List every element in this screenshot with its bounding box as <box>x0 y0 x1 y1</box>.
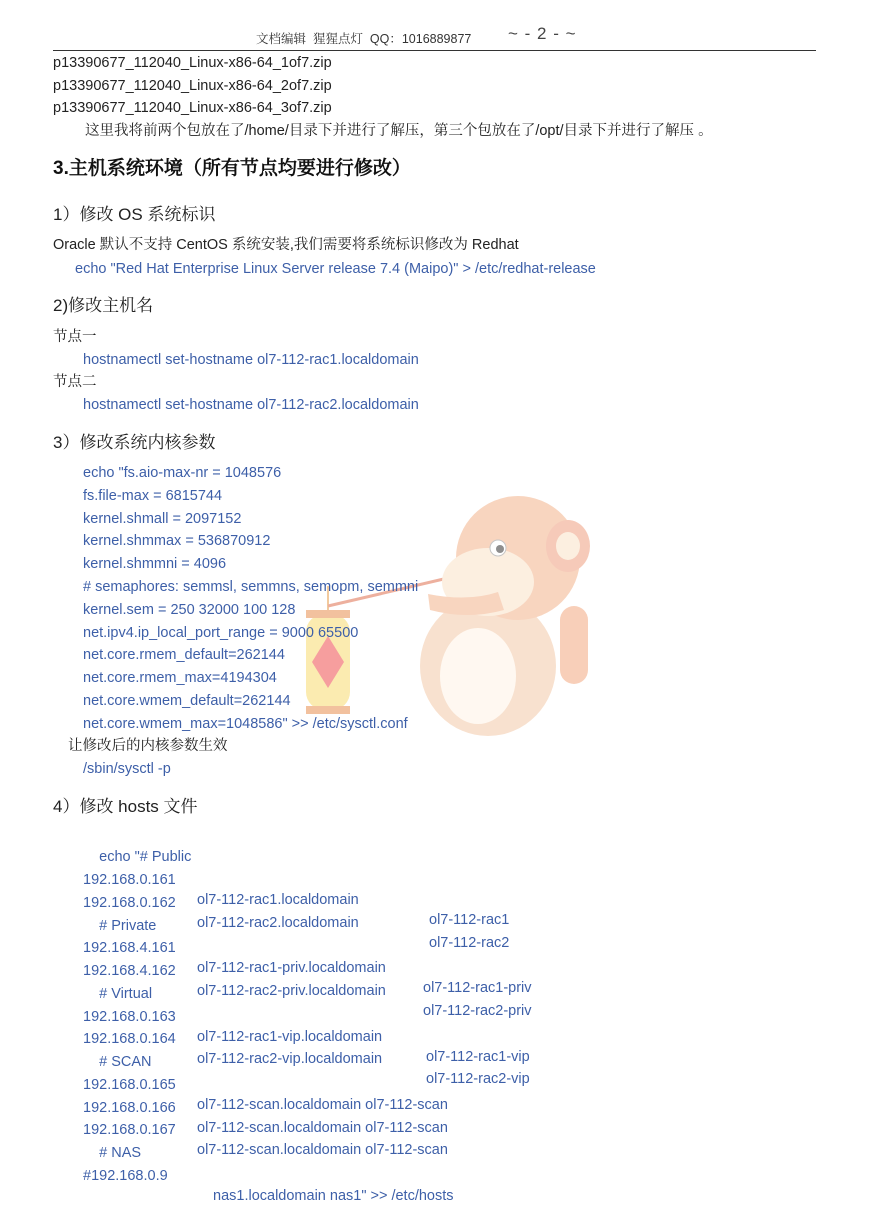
step1-command: echo "Red Hat Enterprise Linux Server release 7.4 (Maipo)" > /etc/redhat-release <box>75 261 596 277</box>
kernel-param-line: net.core.rmem_max=4194304 <box>83 670 277 686</box>
hosts-col-ip: # SCAN <box>99 1054 152 1070</box>
kernel-param-line: net.core.wmem_max=1048586" >> /etc/sysctl.conf <box>83 716 408 732</box>
hosts-col-fqdn: ol7-112-rac2-priv.localdomain <box>197 983 386 999</box>
hosts-col-alias: ol7-112-rac1-vip <box>426 1049 530 1065</box>
page-number: ~ - 2 - ~ <box>508 24 577 43</box>
hosts-col-ip: 192.168.4.161 <box>83 940 176 956</box>
hosts-col-ip: 192.168.0.162 <box>83 895 176 911</box>
kernel-param-line: kernel.shmall = 2097152 <box>83 511 242 527</box>
step1-description: Oracle 默认不支持 CentOS 系统安装,我们需要将系统标识修改为 Redhat <box>53 237 519 253</box>
hosts-col-ip: 192.168.0.161 <box>83 872 176 888</box>
hosts-col-ip: 192.168.4.162 <box>83 963 176 979</box>
hosts-col-ip: 192.168.0.166 <box>83 1100 176 1116</box>
node1-label: 节点一 <box>53 329 97 345</box>
hosts-col-ip: 192.168.0.164 <box>83 1031 176 1047</box>
step4-title: 4）修改 hosts 文件 <box>53 797 198 816</box>
hosts-col-ip: echo "# Public <box>99 849 192 865</box>
hosts-col-ip: 192.168.0.163 <box>83 1009 176 1025</box>
section-title: 3.主机系统环境（所有节点均要进行修改） <box>53 158 411 179</box>
hosts-col-alias: ol7-112-rac1-priv <box>423 980 532 996</box>
kernel-param-line: kernel.sem = 250 32000 100 128 <box>83 602 296 618</box>
hosts-col-alias: ol7-112-rac1 <box>429 912 510 928</box>
monkey-lantern-watermark-icon <box>298 486 594 738</box>
hosts-col-fqdn: ol7-112-rac1.localdomain <box>197 892 359 908</box>
node2-command: hostnamectl set-hostname ol7-112-rac2.localdomain <box>83 397 419 413</box>
kernel-param-line: net.core.rmem_default=262144 <box>83 647 285 663</box>
step3-title: 3）修改系统内核参数 <box>53 433 216 452</box>
header-divider <box>53 50 816 51</box>
file-item-1: p13390677_112040_Linux-x86-64_1of7.zip <box>53 55 332 71</box>
hosts-col-fqdn: ol7-112-rac2.localdomain <box>197 915 359 931</box>
apply-label: 让修改后的内核参数生效 <box>68 738 228 754</box>
kernel-param-line: kernel.shmmax = 536870912 <box>83 533 271 549</box>
hosts-col-alias: ol7-112-rac2-priv <box>423 1003 532 1019</box>
kernel-param-line: echo "fs.aio-max-nr = 1048576 <box>83 465 282 481</box>
kernel-param-line: net.ipv4.ip_local_port_range = 9000 65500 <box>83 625 359 641</box>
node2-label: 节点二 <box>53 374 97 390</box>
kernel-param-line: # semaphores: semmsl, semmns, semopm, semmni <box>83 579 419 595</box>
step1-title: 1）修改 OS 系统标识 <box>53 205 216 224</box>
file-item-2: p13390677_112040_Linux-x86-64_2of7.zip <box>53 78 332 94</box>
hosts-col-alias: ol7-112-rac2 <box>429 935 510 951</box>
intro-note: 这里我将前两个包放在了/home/目录下并进行了解压，第三个包放在了/opt/目录下并进行了解压 。 <box>85 123 713 139</box>
hosts-col-ip: # Private <box>99 918 157 934</box>
hosts-col-fqdn: ol7-112-scan.localdomain ol7-112-scan <box>197 1120 448 1136</box>
hosts-col-ip: 192.168.0.167 <box>83 1122 176 1138</box>
hosts-col-fqdn: ol7-112-scan.localdomain ol7-112-scan <box>197 1097 448 1113</box>
page-header <box>0 24 869 48</box>
kernel-param-line: fs.file-max = 6815744 <box>83 488 223 504</box>
hosts-col-ip: # Virtual <box>99 986 153 1002</box>
hosts-col-fqdn: ol7-112-rac1-vip.localdomain <box>197 1029 383 1045</box>
hosts-col-fqdn: nas1.localdomain nas1" >> /etc/hosts <box>213 1188 454 1204</box>
apply-command: /sbin/sysctl -p <box>83 761 171 777</box>
step2-title: 2)修改主机名 <box>53 296 154 315</box>
kernel-param-line: kernel.shmmni = 4096 <box>83 556 227 572</box>
node1-command: hostnamectl set-hostname ol7-112-rac1.localdomain <box>83 352 419 368</box>
hosts-col-fqdn: ol7-112-scan.localdomain ol7-112-scan <box>197 1142 448 1158</box>
hosts-col-alias: ol7-112-rac2-vip <box>426 1071 530 1087</box>
hosts-col-ip: # NAS <box>99 1145 142 1161</box>
hosts-col-fqdn: ol7-112-rac2-vip.localdomain <box>197 1051 383 1067</box>
hosts-col-ip: 192.168.0.165 <box>83 1077 176 1093</box>
file-item-3: p13390677_112040_Linux-x86-64_3of7.zip <box>53 100 332 116</box>
hosts-col-ip: #192.168.0.9 <box>83 1168 168 1184</box>
hosts-col-fqdn: ol7-112-rac1-priv.localdomain <box>197 960 386 976</box>
header-doc-info: 文档编辑 猩猩点灯 QQ：1016889877 <box>256 32 472 46</box>
kernel-param-line: net.core.wmem_default=262144 <box>83 693 291 709</box>
